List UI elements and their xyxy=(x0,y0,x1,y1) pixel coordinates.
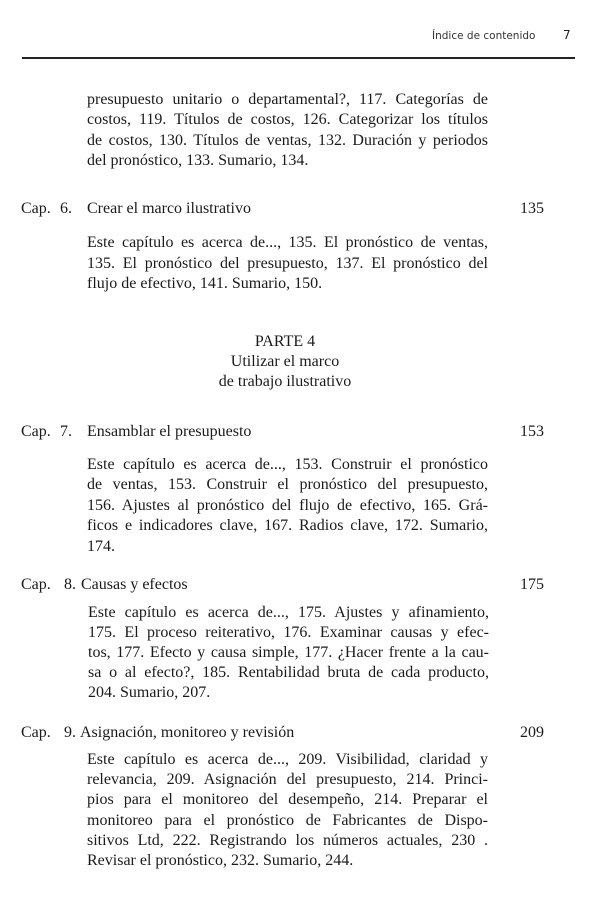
chapter-title: Causas y efectos xyxy=(81,576,188,593)
chapter-summary-line: 175. El proceso reiterativo, 176. Examinar causas y efec- xyxy=(88,624,489,641)
chapter-summary-line: Este capítulo es acerca de..., 209. Visibilidad, claridad y xyxy=(87,751,488,768)
chapter-summary-line: de ventas, 153. Construir el pronóstico del presupuesto, xyxy=(87,476,488,494)
chapter-summary-line: 204. Sumario, 207. xyxy=(88,684,211,701)
chapter-summary-line: Este capítulo es acerca de..., 135. El pronóstico de ventas, xyxy=(87,234,488,251)
chapter-summary-line: ficos e indicadores clave, 167. Radios clave, 172. Sumario, xyxy=(87,517,488,535)
chapter-summary-line: pios para el monitoreo del desempeño, 214. Preparar el xyxy=(87,791,488,809)
chapter-number: 7. xyxy=(60,423,72,440)
entry-text-line: costos, 119. Títulos de costos, 126. Categorizar los títulos xyxy=(87,111,488,129)
chapter-label: Cap. xyxy=(21,576,51,593)
chapter-label: Cap. xyxy=(21,724,51,741)
chapter-number: 9. xyxy=(64,724,76,741)
chapter-summary-line: sitivos Ltd, 222. Registrando los números actuales, 230 . xyxy=(87,831,488,849)
chapter-number: 8. xyxy=(64,576,76,593)
chapter-summary-line: monitoreo para el pronóstico de Fabricantes de Dispo- xyxy=(87,811,488,829)
entry-text-line: de costos, 130. Títulos de ventas, 132. Duración y periodos xyxy=(87,131,488,149)
entry-text-line: presupuesto unitario o departamental?, 117. Categorías de xyxy=(87,91,488,108)
page-number: 7 xyxy=(563,28,571,42)
chapter-summary-line: flujo de efectivo, 141. Sumario, 150. xyxy=(87,275,323,292)
chapter-page-number: 153 xyxy=(520,423,544,440)
running-header-title: Índice de contenido xyxy=(432,30,536,42)
chapter-page-number: 175 xyxy=(520,576,544,593)
chapter-number: 6. xyxy=(60,200,72,217)
chapter-title: Crear el marco ilustrativo xyxy=(87,200,251,217)
chapter-summary-line: Revisar el pronóstico, 232. Sumario, 244. xyxy=(87,852,354,869)
chapter-summary-line: 156. Ajustes al pronóstico del flujo de efectivo, 165. Grá- xyxy=(87,496,488,514)
entry-text-line: del pronóstico, 133. Sumario, 134. xyxy=(87,152,309,170)
part-title-line: Utilizar el marco xyxy=(230,353,340,370)
chapter-summary-line: Este capítulo es acerca de..., 153. Construir el pronóstico xyxy=(87,456,488,473)
chapter-summary-line: 135. El pronóstico del presupuesto, 137. El pronóstico del xyxy=(87,254,488,272)
chapter-summary-line: Este capítulo es acerca de..., 175. Ajustes y afinamiento, xyxy=(88,604,489,621)
header-rule xyxy=(22,57,575,59)
chapter-summary-line: sa o al efecto?, 185. Rentabilidad bruta de cada producto, xyxy=(88,664,489,681)
chapter-summary-line: relevancia, 209. Asignación del presupuesto, 214. Princi- xyxy=(87,771,488,789)
chapter-title: Ensamblar el presupuesto xyxy=(87,423,252,440)
chapter-summary-line: tos, 177. Efecto y causa simple, 177. ¿Hacer frente a la cau- xyxy=(88,644,489,661)
chapter-summary-line: 174. xyxy=(87,537,115,555)
chapter-page-number: 135 xyxy=(520,200,544,217)
chapter-page-number: 209 xyxy=(520,724,544,741)
part-title-line: de trabajo ilustrativo xyxy=(218,373,352,390)
chapter-title: Asignación, monitoreo y revisión xyxy=(80,724,295,741)
part-label: PARTE 4 xyxy=(254,333,316,350)
chapter-label: Cap. xyxy=(21,423,51,440)
chapter-label: Cap. xyxy=(21,200,51,217)
